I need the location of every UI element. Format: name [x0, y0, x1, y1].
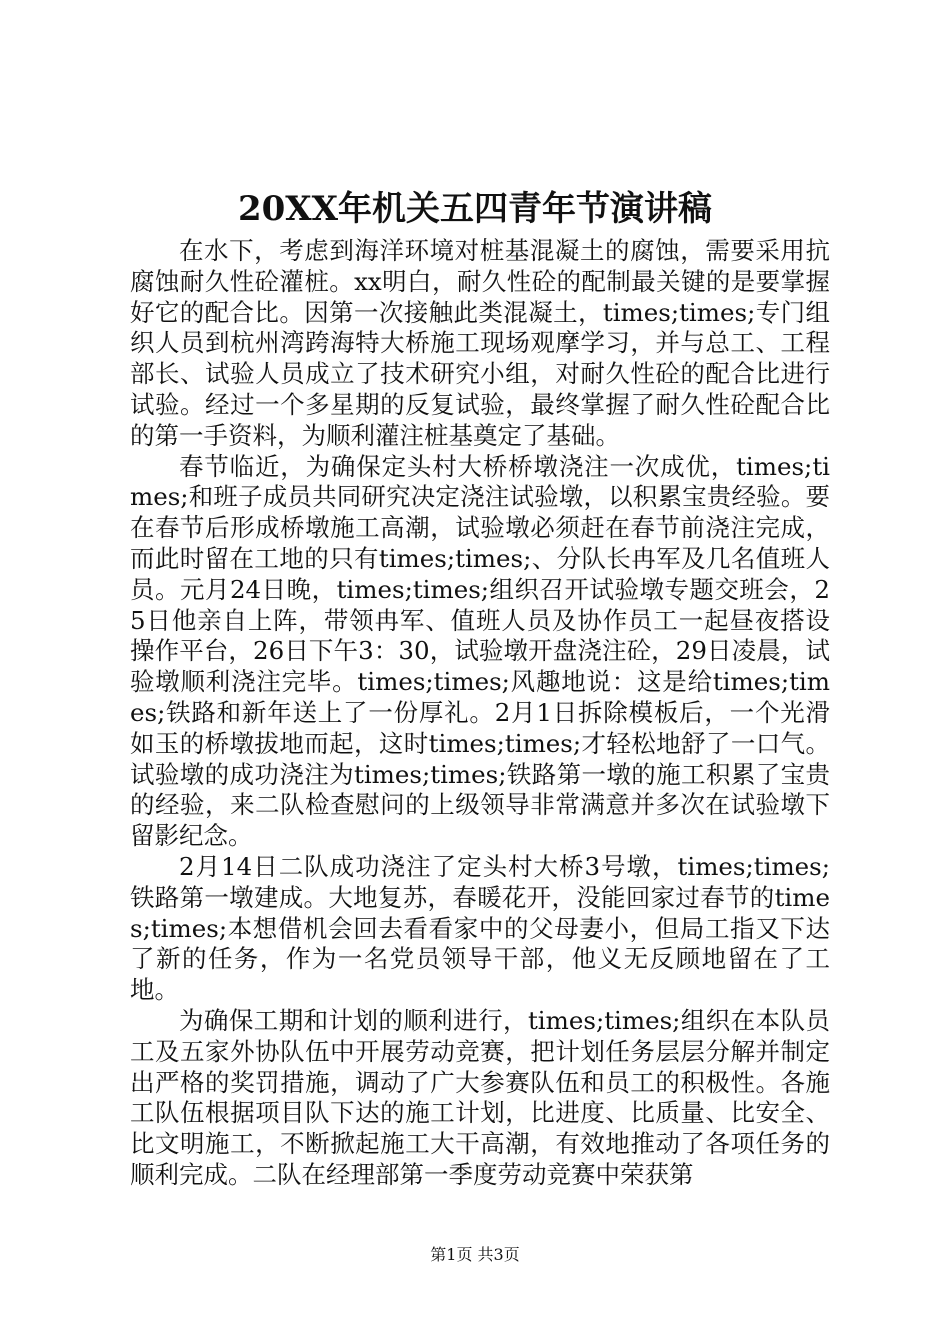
paragraph-1: 在水下，考虑到海洋环境对桩基混凝土的腐蚀，需要采用抗腐蚀耐久性砼灌桩。xx明白，耐久性砼的配制最关键的是要掌握好它的配合比。因第一次接触此类混凝土，times;times;专门组织人员到杭州湾跨海特大桥施工现场观摩学习，并与总工、工程部长、试验人员成立了技术研究小组，对耐久性砼的配合比进行试验。经过一个多星期的反复试验，最终掌握了耐久性砼配合比的第一手资料，为顺利灌注桩基奠定了基础。	[130, 236, 830, 450]
paragraph-4: 为确保工期和计划的顺利进行，times;times;组织在本队员工及五家外协队伍中开展劳动竞赛，把计划任务层层分解并制定出严格的奖罚措施，调动了广大参赛队伍和员工的积极性。各施工队伍根据项目队下达的施工计划，比进度、比质量、比安全、比文明施工，不断掀起施工大干高潮，有效地推动了各项任务的顺利完成。二队在经理部第一季度劳动竞赛中荣获第	[130, 1005, 830, 1189]
page-number-footer: 第1页 共3页	[430, 1245, 520, 1264]
paragraph-2: 春节临近，为确保定头村大桥桥墩浇注一次成优，times;times;和班子成员共同研究决定浇注试验墩，以积累宝贵经验。要在春节后形成桥墩施工高潮，试验墩必须赶在春节前浇注完成，而此时留在工地的只有times;times;、分队长冉军及几名值班人员。元月24日晚，times;times;组织召开试验墩专题交班会，25日他亲自上阵，带领冉军、值班人员及协作员工一起昼夜搭设操作平台，26日下午3：30，试验墩开盘浇注砼，29日凌晨，试验墩顺利浇注完毕。times;times;风趣地说：这是给times;times;铁路和新年送上了一份厚礼。2月1日拆除模板后，一个光滑如玉的桥墩拔地而起，这时times;times;才轻松地舒了一口气。试验墩的成功浇注为times;times;铁路第一墩的施工积累了宝贵的经验，来二队检查慰问的上级领导非常满意并多次在试验墩下留影纪念。	[130, 451, 830, 851]
paragraph-3: 2月14日二队成功浇注了定头村大桥3号墩，times;times;铁路第一墩建成。大地复苏，春暖花开，没能回家过春节的times;times;本想借机会回去看看家中的父母妻小，但局工指又下达了新的任务，作为一名党员领导干部，他义无反顾地留在了工地。	[130, 851, 830, 1005]
document-body	[130, 236, 830, 1191]
document-title: 20XX年机关五四青年节演讲稿	[237, 189, 713, 229]
